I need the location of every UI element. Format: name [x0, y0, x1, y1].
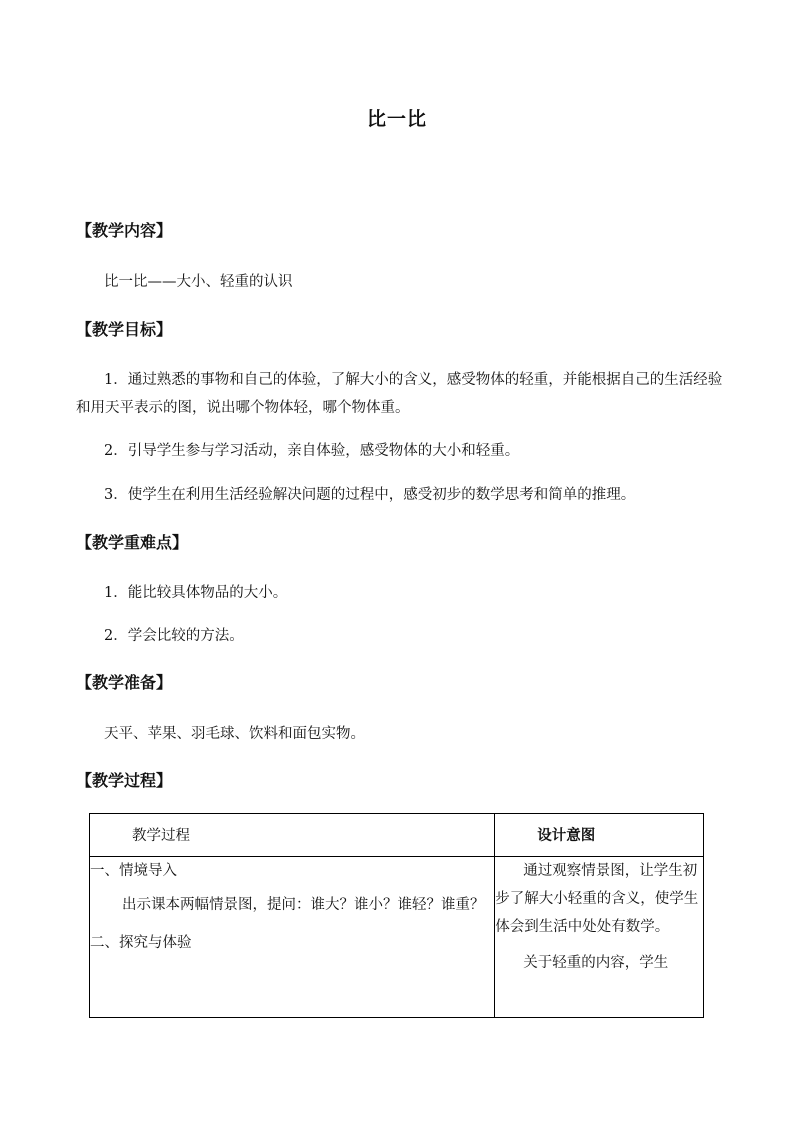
- header-design-intent: 设计意图: [537, 827, 596, 844]
- goal-item-3: 3．使学生在利用生活经验解决问题的过程中，感受初步的数学思考和简单的推理。: [104, 487, 636, 503]
- keypoint-item-2: 2．学会比较的方法。: [104, 628, 244, 644]
- heading-teaching-content: 【教学内容】: [76, 221, 173, 240]
- process-table: [89, 813, 704, 1018]
- heading-teaching-goals: 【教学目标】: [76, 320, 173, 339]
- goal-item-2: 2．引导学生参与学习活动，亲自体验，感受物体的大小和轻重。: [104, 443, 520, 459]
- heading-preparation: 【教学准备】: [76, 673, 173, 692]
- intent-paragraph-1: 通过观察情景图，让学生初步了解大小轻重的含义，使学生体会到生活中处处有数学。: [495, 863, 699, 935]
- intent-cell: [495, 857, 704, 1018]
- intent-paragraph-2: 关于轻重的内容，学生: [523, 955, 669, 971]
- table-header-cell: [495, 814, 704, 857]
- process-step-2-title: 二、探究与体验: [90, 935, 192, 951]
- process-step-1-title: 一、情境导入: [90, 863, 177, 879]
- goal-item-1: 1．通过熟悉的事物和自己的体验，了解大小的含义，感受物体的轻重，并能根据自己的生活经验和用天平表示的图，说出哪个物体轻，哪个物体重。: [76, 372, 723, 416]
- teaching-content-text: 比一比——大小、轻重的认识: [104, 274, 293, 290]
- header-process: 教学过程: [132, 828, 190, 844]
- table-header-cell: [90, 814, 495, 857]
- table-header-row: [90, 814, 704, 857]
- heading-teaching-process: 【教学过程】: [76, 771, 173, 790]
- process-step-1-body: 出示课本两幅情景图，提问：谁大？谁小？谁轻？谁重？: [122, 897, 485, 913]
- page-title: 比一比: [366, 108, 427, 130]
- process-cell: [90, 857, 495, 1018]
- preparation-text: 天平、苹果、羽毛球、饮料和面包实物。: [104, 726, 365, 742]
- heading-key-points: 【教学重难点】: [76, 533, 189, 552]
- table-row: [90, 857, 704, 1018]
- keypoint-item-1: 1．能比较具体物品的大小。: [104, 585, 288, 601]
